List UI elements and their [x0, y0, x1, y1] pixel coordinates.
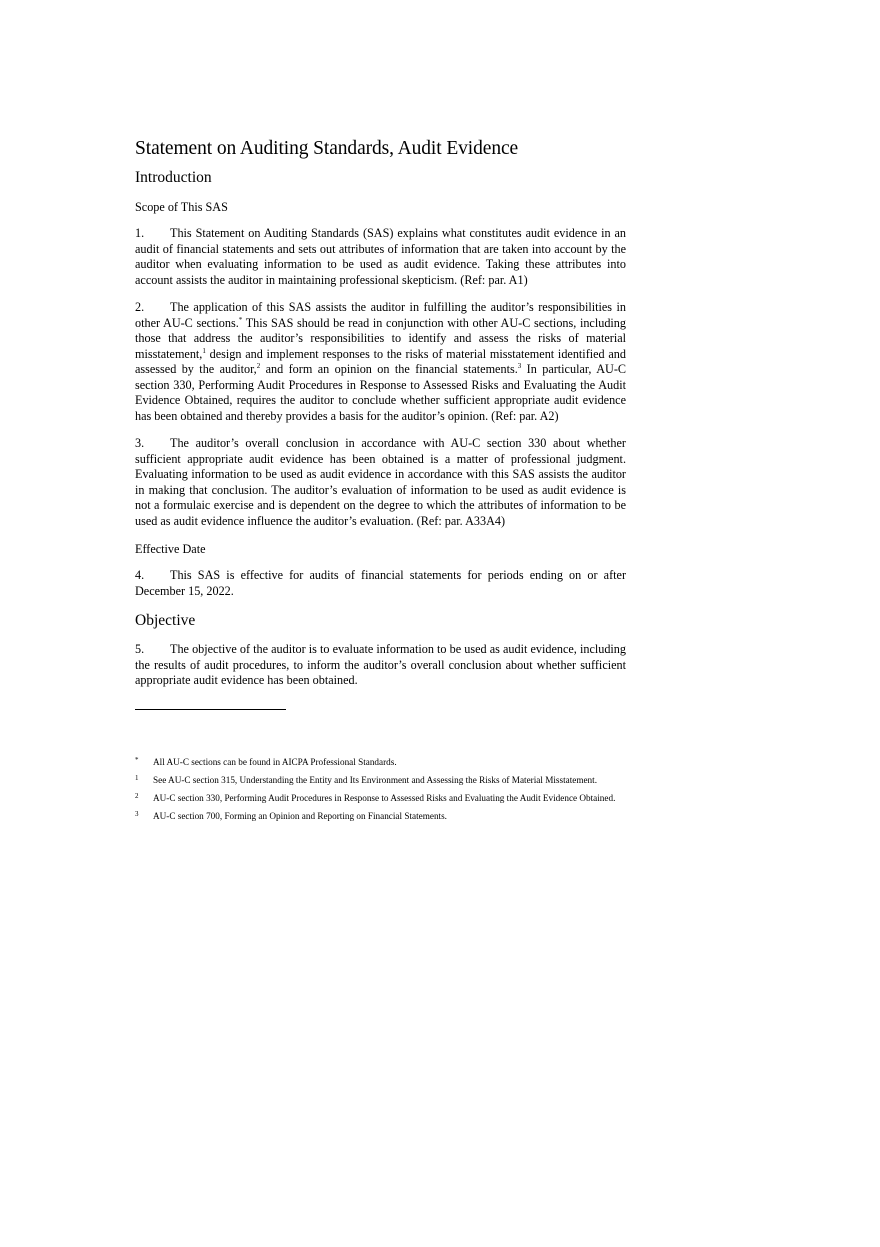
footnote-mark: 3	[135, 809, 139, 818]
footnote-ref-1[interactable]: 1	[202, 346, 206, 355]
footnote-ref-star[interactable]: *	[238, 315, 243, 324]
footnote-2	[135, 791, 626, 803]
paragraph-text: The application of this SAS assists the auditor in fulfilling the auditor’s responsibilities in other AU-C sections.	[135, 300, 626, 330]
footnote-text: All AU-C sections can be found in AICPA Professional Standards.	[153, 756, 397, 767]
paragraph-text: In particular, AU-C section 330, Performing Audit Procedures in Response to Assessed Risks and Evaluating the Audit Evidence Obtained, requires the auditor to conclude whether sufficient appropriate audit evidence has been obtained and thereby provides a basis for the auditor’s opinion. (Ref: par. A2)	[135, 362, 627, 423]
paragraph-text: This Statement on Auditing Standards (SAS) explains what constitutes audit evidence in an audit of financial statements and sets out attributes of information that are taken into account by the auditor when evaluating information to be used as audit evidence. Taking these attributes into account assists the auditor in maintaining professional skepticism. (Ref: par. A1)	[135, 226, 626, 287]
footnote-mark: 2	[135, 791, 139, 800]
paragraph-5	[135, 642, 626, 689]
footnote-text: AU-C section 330, Performing Audit Procedures in Response to Assessed Risks and Evaluating the Audit Evidence Obtained.	[153, 792, 616, 803]
paragraph-number: 2.	[135, 300, 145, 314]
section-heading-introduction: Introduction	[135, 169, 212, 186]
paragraph-text: This SAS is effective for audits of financial statements for periods ending on or after December 15, 2022.	[135, 568, 626, 598]
footnotes	[135, 755, 626, 821]
paragraph-number: 1.	[135, 226, 145, 240]
subheading-effective-date: Effective Date	[135, 542, 206, 556]
paragraph-text: This SAS should be read in conjunction with other AU-C sections, including those that address the auditor’s responsibilities to identify and assess the risks of material misstatement,	[135, 315, 626, 361]
subheading-scope: Scope of This SAS	[135, 200, 228, 214]
paragraph-number: 4.	[135, 568, 145, 582]
paragraph-number: 5.	[135, 642, 145, 656]
footnote-ref-2[interactable]: 2	[256, 362, 261, 370]
document-title: Statement on Auditing Standards, Audit Evidence	[135, 138, 519, 159]
paragraph-text: design and implement responses to the risks of material misstatement identified and assessed by the auditor,	[135, 346, 626, 376]
paragraph-number: 3.	[135, 436, 145, 450]
footnote-mark: *	[135, 755, 139, 764]
footnote-star	[135, 755, 626, 767]
paragraph-text: The auditor’s overall conclusion in accordance with AU-C section 330 about whether sufficient appropriate audit evidence has been obtained is a matter of professional judgment. Evaluating information to be used as audit evidence in accordance with this SAS assists the auditor in making that conclusion. The auditor’s evaluation of information to be used as audit evidence is not a formulaic exercise and is dependent on the degree to which the attributes of information to be used as audit evidence influence the auditor’s evaluation. (Ref: par. A33A4)	[135, 436, 626, 528]
footnote-ref-3[interactable]: 3	[517, 362, 522, 370]
footnote-mark: 1	[135, 773, 139, 782]
footnote-text: See AU-C section 315, Understanding the Entity and Its Environment and Assessing the Risks of Material Misstatement.	[153, 774, 597, 785]
footnote-text: AU-C section 700, Forming an Opinion and Reporting on Financial Statements.	[153, 810, 447, 821]
section-heading-objective: Objective	[135, 612, 196, 629]
paragraph-3	[135, 436, 626, 529]
footnote-3	[135, 809, 626, 821]
footnote-separator	[135, 709, 286, 710]
paragraph-4	[135, 568, 626, 599]
paragraph-text: The objective of the auditor is to evaluate information to be used as audit evidence, including the results of audit procedures, to inform the auditor’s overall conclusion about whether sufficient appropriate audit evidence has been obtained.	[135, 642, 626, 687]
paragraph-text: and form an opinion on the financial statements.	[260, 362, 518, 376]
paragraph-2	[135, 300, 626, 424]
document-page	[135, 136, 626, 827]
footnote-1	[135, 773, 626, 785]
paragraph-1	[135, 226, 626, 288]
